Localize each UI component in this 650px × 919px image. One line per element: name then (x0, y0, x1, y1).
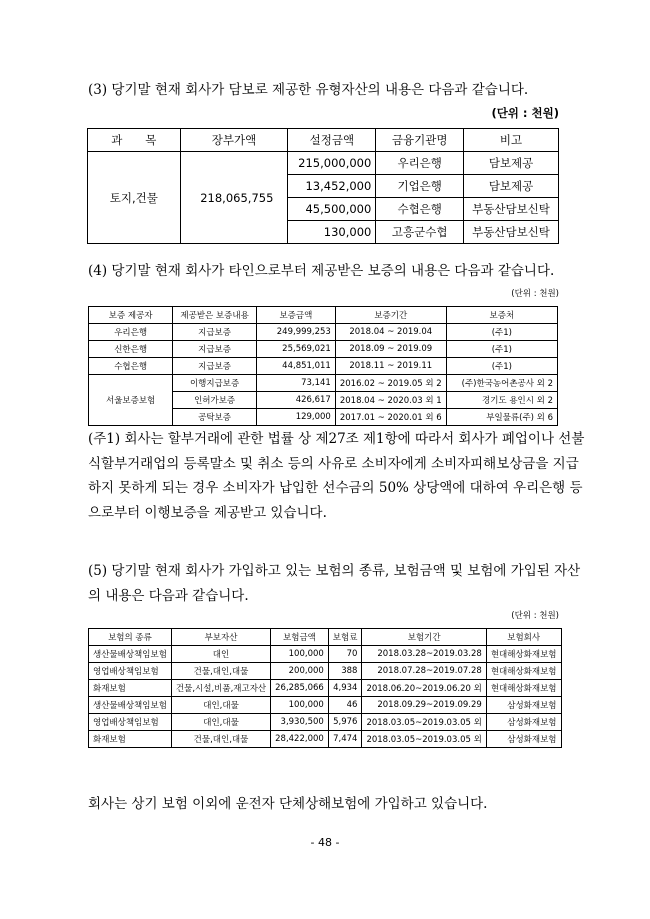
header-bank: 금융기관명 (376, 129, 464, 152)
content: 지급보증 (173, 358, 257, 375)
insurer: 삼성화재보험 (486, 731, 561, 748)
amount: 129,000 (256, 409, 335, 426)
content: 인허가보증 (173, 392, 257, 409)
amount: 73,141 (256, 375, 335, 392)
section-3-title: (3) 당기말 현재 회사가 담보로 제공한 유형자산의 내용은 다음과 같습니다. (88, 82, 529, 98)
header-amount: 보험금액 (271, 629, 329, 646)
bank-name: 고흥군수협 (376, 221, 464, 244)
header-note: 비고 (464, 129, 559, 152)
insurance-type: 영업배상책임보험 (89, 663, 172, 680)
table-row (89, 358, 558, 375)
insurance-period: 2018.03.28~2019.03.28 (362, 646, 486, 663)
section-5-line: 의 내용은 다음과 같습니다. (88, 587, 249, 604)
table-row (89, 714, 562, 731)
set-amount: 215,000,000 (288, 152, 376, 175)
table-row (89, 663, 562, 680)
period: 2018.04 ~ 2020.03 외 1 (335, 392, 446, 409)
collateral-subject: 토지,건물 (88, 152, 181, 244)
note: 부동산담보신탁 (464, 198, 559, 221)
note-line: 으로부터 이행보증을 제공받고 있습니다. (88, 504, 327, 521)
header-period: 보증기간 (335, 307, 446, 324)
provider: 우리은행 (89, 324, 173, 341)
insurance-type: 생산물배상책임보험 (89, 697, 172, 714)
insurance-period: 2018.03.05~2019.03.05 외 (362, 731, 486, 748)
premium: 70 (328, 646, 362, 663)
premium: 7,474 (328, 731, 362, 748)
recipient: (주1) (446, 324, 557, 341)
insured-amount: 200,000 (271, 663, 329, 680)
header-book-value: 장부가액 (180, 129, 288, 152)
header-company: 보험회사 (486, 629, 561, 646)
content: 지급보증 (173, 324, 257, 341)
header-amount: 보증금액 (256, 307, 335, 324)
note: 담보제공 (464, 175, 559, 198)
insured-asset: 대인,대물 (171, 714, 270, 731)
section-5-title (88, 559, 581, 608)
collateral-table (87, 128, 559, 244)
insurance-type: 화재보험 (89, 731, 172, 748)
header-recipient: 보증처 (446, 307, 557, 324)
bank-name: 수협은행 (376, 198, 464, 221)
premium: 4,934 (328, 680, 362, 697)
table-row (89, 646, 562, 663)
table-header-row (89, 629, 562, 646)
amount: 44,851,011 (256, 358, 335, 375)
period: 2017.01 ~ 2020.01 외 6 (335, 409, 446, 426)
recipient: (주1) (446, 341, 557, 358)
period: 2016.02 ~ 2019.05 외 2 (335, 375, 446, 392)
provider: 신한은행 (89, 341, 173, 358)
amount: 426,617 (256, 392, 335, 409)
insurer: 현대해상화재보험 (486, 680, 561, 697)
premium: 5,976 (328, 714, 362, 731)
header-provider: 보증 제공자 (89, 307, 173, 324)
recipient: 부일물류(주) 외 6 (446, 409, 557, 426)
table-row (89, 324, 558, 341)
header-content: 제공받은 보증내용 (173, 307, 257, 324)
section-5-unit: (단위 : 천원) (511, 611, 559, 621)
premium: 46 (328, 697, 362, 714)
set-amount: 13,452,000 (288, 175, 376, 198)
period: 2018.09 ~ 2019.09 (335, 341, 446, 358)
insured-asset: 건물,대인,대물 (171, 663, 270, 680)
insurance-period: 2018.09.29~2019.09.29 (362, 697, 486, 714)
section-4-unit: (단위 : 천원) (511, 289, 559, 299)
insurance-period: 2018.03.05~2019.03.05 외 (362, 714, 486, 731)
table-header-row (89, 307, 558, 324)
table-row (89, 680, 562, 697)
insurance-table (88, 628, 562, 748)
period: 2018.11 ~ 2019.11 (335, 358, 446, 375)
premium: 388 (328, 663, 362, 680)
content: 공탁보증 (173, 409, 257, 426)
set-amount: 130,000 (288, 221, 376, 244)
insured-amount: 100,000 (271, 646, 329, 663)
header-premium: 보험료 (328, 629, 362, 646)
header-type: 보험의 종류 (89, 629, 172, 646)
insured-amount: 3,930,500 (271, 714, 329, 731)
closing-statement: 회사는 상기 보험 이외에 운전자 단체상해보험에 가입하고 있습니다. (88, 796, 488, 812)
insurer: 현대해상화재보험 (486, 663, 561, 680)
amount: 25,569,021 (256, 341, 335, 358)
recipient: (주1) (446, 358, 557, 375)
note-line: 식할부거래업의 등록말소 및 취소 등의 사유로 소비자에게 소비자피해보상금을 지급 (88, 455, 579, 472)
header-set-amount: 설정금액 (288, 129, 376, 152)
recipient: 경기도 용인시 외 2 (446, 392, 557, 409)
section-3-unit: (단위 : 천원) (491, 106, 559, 120)
section-4-title: (4) 당기말 현재 회사가 타인으로부터 제공받은 보증의 내용은 다음과 같습니다. (88, 263, 555, 279)
header-asset: 부보자산 (171, 629, 270, 646)
insurance-period: 2018.07.28~2019.07.28 (362, 663, 486, 680)
provider: 서울보증보험 (89, 375, 173, 426)
section-5-line: (5) 당기말 현재 회사가 가입하고 있는 보험의 종류, 보험금액 및 보험에 가입된 자산 (88, 563, 581, 579)
note: 담보제공 (464, 152, 559, 175)
table-row (89, 375, 558, 392)
note-line: (주1) 회사는 할부거래에 관한 법률 상 제27조 제1항에 따라서 회사가 폐업이나 선불 (88, 431, 585, 447)
set-amount: 45,500,000 (288, 198, 376, 221)
table-row (89, 341, 558, 358)
table-row (88, 152, 559, 175)
content: 이행지급보증 (173, 375, 257, 392)
note-paragraph (88, 427, 585, 525)
content: 지급보증 (173, 341, 257, 358)
insured-amount: 26,285,066 (271, 680, 329, 697)
insurance-type: 생산물배상책임보험 (89, 646, 172, 663)
bank-name: 우리은행 (376, 152, 464, 175)
provider: 수협은행 (89, 358, 173, 375)
insured-amount: 100,000 (271, 697, 329, 714)
note: 부동산담보신탁 (464, 221, 559, 244)
header-period: 보험기간 (362, 629, 486, 646)
insured-amount: 28,422,000 (271, 731, 329, 748)
guarantee-table (88, 306, 558, 426)
recipient: (주)한국농어촌공사 외 2 (446, 375, 557, 392)
insured-asset: 건물,대인,대물 (171, 731, 270, 748)
table-row (89, 731, 562, 748)
bank-name: 기업은행 (376, 175, 464, 198)
insurance-type: 영업배상책임보험 (89, 714, 172, 731)
insurance-type: 화재보험 (89, 680, 172, 697)
period: 2018.04 ~ 2019.04 (335, 324, 446, 341)
page-number: - 48 - (310, 836, 340, 849)
insured-asset: 대인 (171, 646, 270, 663)
table-header-row (88, 129, 559, 152)
amount: 249,999,253 (256, 324, 335, 341)
insurer: 현대해상화재보험 (486, 646, 561, 663)
header-subject: 과 목 (88, 129, 181, 152)
insurance-period: 2018.06.20~2019.06.20 외 (362, 680, 486, 697)
collateral-book-value: 218,065,755 (180, 152, 288, 244)
table-row (89, 697, 562, 714)
note-line: 하지 못하게 되는 경우 소비자가 납입한 선수금의 50% 상당액에 대하여 우리은행 등 (88, 480, 583, 496)
insured-asset: 건물,시설,비품,재고자산 (171, 680, 270, 697)
insurer: 삼성화재보험 (486, 697, 561, 714)
insurer: 삼성화재보험 (486, 714, 561, 731)
insured-asset: 대인,대물 (171, 697, 270, 714)
